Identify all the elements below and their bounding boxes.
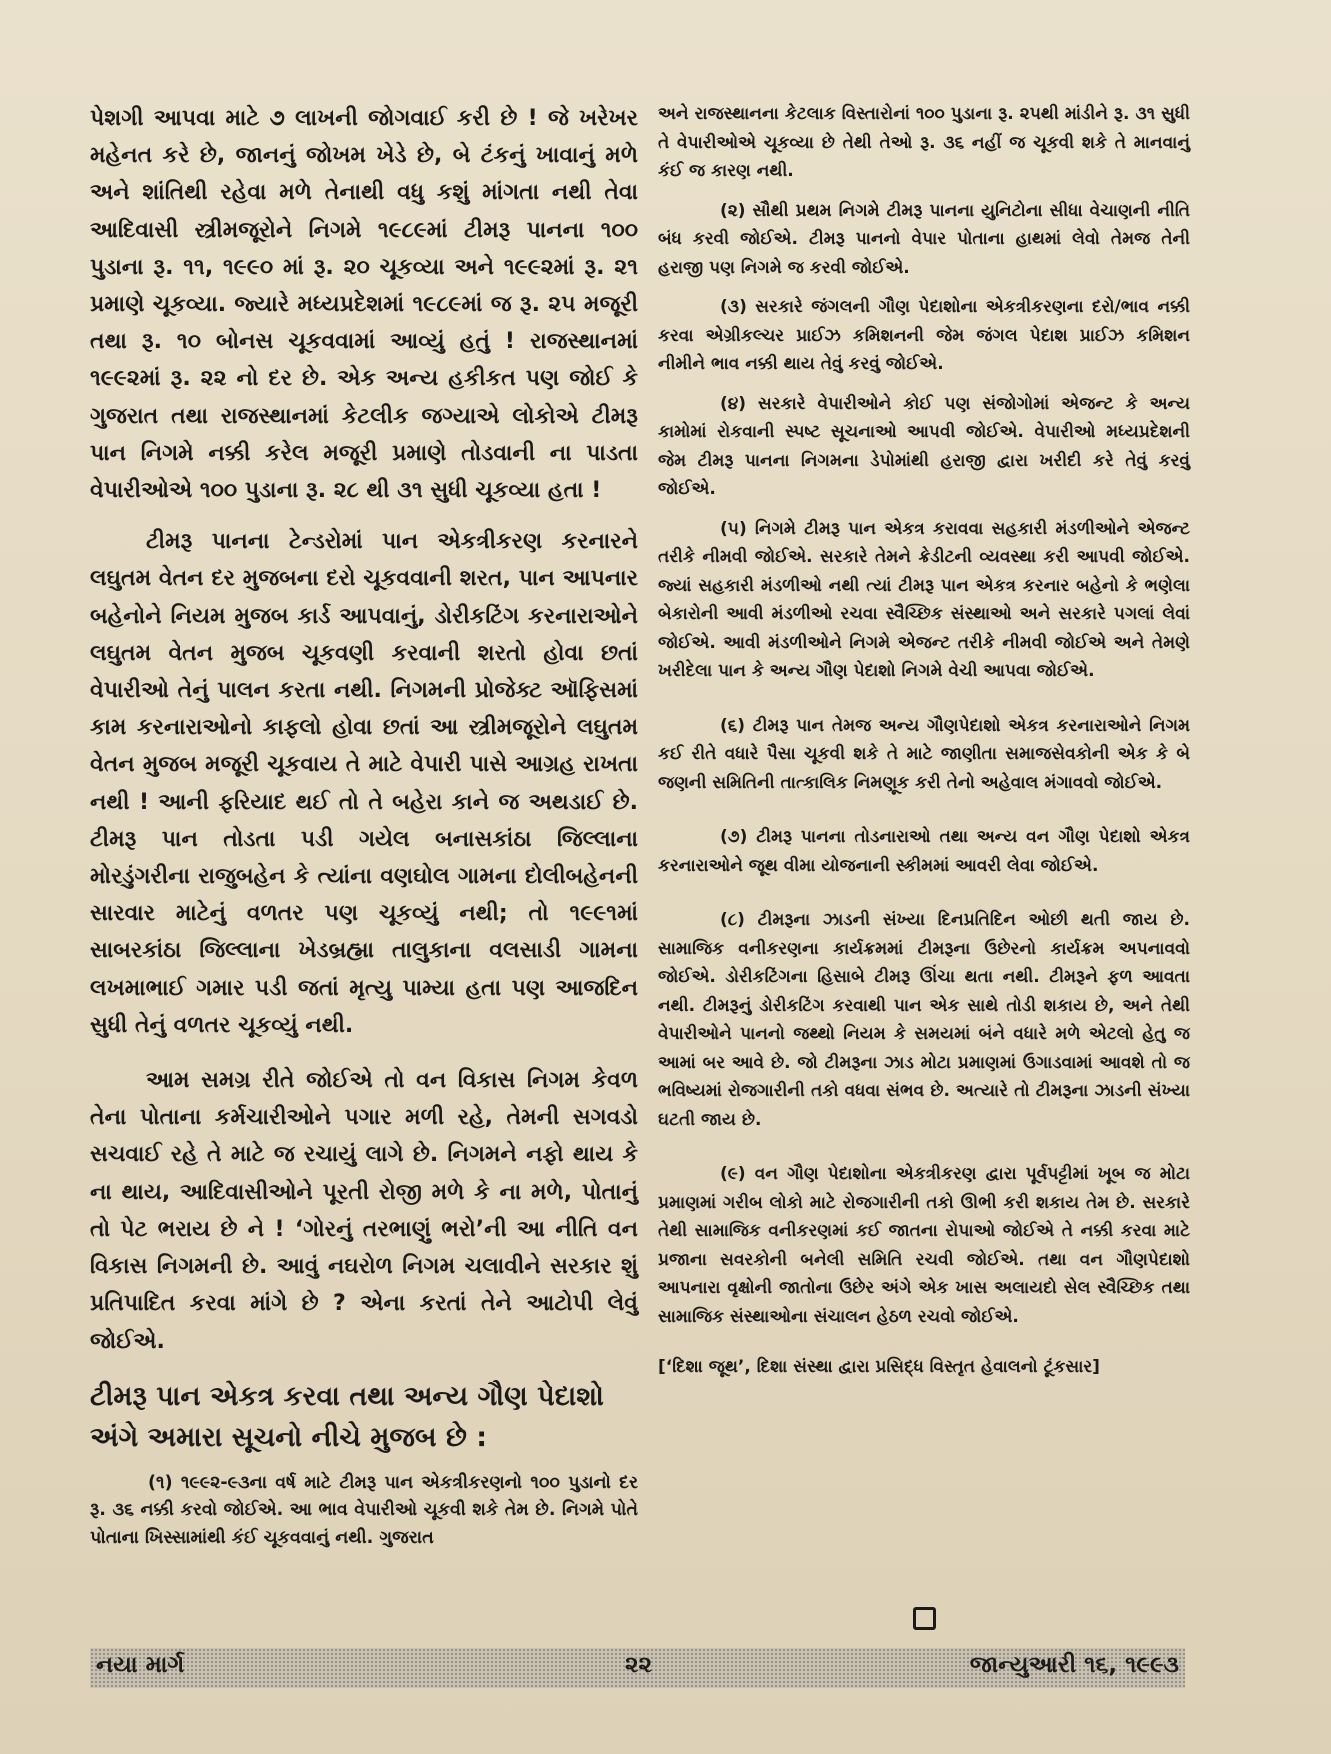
suggestion-6: (૬) ટીમરૂ પાન તેમજ અન્ય ગૌણપેદાશો એકત્ર કરનારાઓને નિગમ કઈ રીતે વધારે પૈસા ચૂકવી શકે તે માટે જાણીતા સમાજસેવકોની એક કે બે જણની સમિતિની તાત્કાલિક નિમણૂક કરી તેનો અહેવાલ મંગાવવો જોઈએ.: [658, 715, 1190, 793]
suggestion-1-continued: અને રાજસ્થાનના કેટલાક વિસ્તારોનાં ૧૦૦ પુડાના રૂ. ૨૫થી માંડીને રૂ. ૩૧ સુધી તે વેપારીઓએ ચૂકવ્યા છે તેથી તેઓ રૂ. ૩૬ નહીં જ ચૂકવી શકે તે માનવાનું કંઈ જ કારણ નથી.: [658, 104, 1190, 181]
right-column: [658, 100, 1190, 1382]
suggestion-4: (૪) સરકારે વેપારીઓને કોઈ પણ સંજોગોમાં એજન્ટ કે અન્ય કામોમાં રોકવાની સ્પષ્ટ સૂચનાઓ આપવી જોઈએ. વેપારીઓ મધ્યપ્રદેશની જેમ ટીમરૂ પાનના નિગમના ડેપોમાંથી હરાજી દ્વારા ખરીદી કરે તેવું કરવું જોઈએ.: [658, 393, 1190, 499]
paragraph-wages: પેશગી આપવા માટે ૭ લાખની જોગવાઈ કરી છે ! જે ખરેખર મહેનત કરે છે, જાનનું જોખમ ખેડે છે, બે ટંકનું ખાવાનું મળે અને શાંતિથી રહેવા મળે તેનાથી વધુ કશું માંગતા નથી તેવા આદિવાસી સ્ત્રીમજૂરોને નિગમે ૧૯૮૯માં ટીમરૂ પાનના ૧૦૦ પુડાના રૂ. ૧૧, ૧૯૯૦ માં રૂ. ૨૦ ચૂકવ્યા અને ૧૯૯૨માં રૂ. ૨૧ પ્રમાણે ચૂકવ્યા. જ્યારે મધ્યપ્રદેશમાં ૧૯૮૯માં જ રૂ. ૨૫ મજૂરી તથા રૂ. ૧૦ બોનસ ચૂકવવામાં આવ્યું હતું ! રાજસ્થાનમાં ૧૯૯૨માં રૂ. ૨૨ નો દર છે. એક અન્ય હકીકત પણ જોઈ કે ગુજરાત તથા રાજસ્થાનમાં કેટલીક જગ્યાએ લોકોએ ટીમરૂ પાન નિગમે નક્કી કરેલ મજૂરી પ્રમાણે તોડવાની ના પાડતા વેપારીઓએ ૧૦૦ પુડાના રૂ. ૨૮ થી ૩૧ સુધી ચૂકવ્યા હતા !: [90, 106, 638, 504]
suggestion-7: (૭) ટીમરૂ પાનના તોડનારાઓ તથા અન્ય વન ગૌણ પેદાશો એકત્ર કરનારાઓને જૂથ વીમા યોજનાની સ્કીમમાં આવરી લેવા જોઈએ.: [658, 827, 1190, 876]
paragraph-tenders: ટીમરૂ પાનના ટેન્ડરોમાં પાન એકત્રીકરણ કરનારને લઘુતમ વેતન દર મુજબના દરો ચૂકવવાની શરત, પાન આપનાર બહેનોને નિયમ મુજબ કાર્ડ આપવાનું, ડોરીકટિંગ કરનારાઓને લઘુતમ વેતન મુજબ ચૂકવણી કરવાની શરતો હોવા છતાં વેપારીઓ તેનું પાલન કરતા નથી. નિગમની પ્રોજેક્ટ ઑફિસમાં કામ કરનારાઓનો કાફલો હોવા છતાં આ સ્ત્રીમજૂરોને લઘુતમ વેતન મુજબ મજૂરી ચૂકવાય તે માટે વેપારી પાસે આગ્રહ રાખતા નથી ! આની ફરિયાદ થઈ તો તે બહેરા કાને જ અથડાઈ છે. ટીમરૂ પાન તોડતા પડી ગયેલ બનાસકાંઠા જિલ્લાના મોરડુંગરીના રાજુબહેન કે ત્યાંના વણઘોલ ગામના દોલીબહેનની સારવાર માટેનું વળતર પણ ચૂકવ્યું નથી; તો ૧૯૯૧માં સાબરકાંઠા જિલ્લાના ખેડબ્રહ્મા તાલુકાના વલસાડી ગામના લખમાભાઈ ગમાર પડી જતાં મૃત્યુ પામ્યા હતા પણ આજદિન સુધી તેનું વળતર ચૂકવ્યું નથી.: [90, 529, 638, 1038]
suggestion-9: (૯) વન ગૌણ પેદાશોના એકત્રીકરણ દ્વારા પૂર્વપટ્ટીમાં ખૂબ જ મોટા પ્રમાણમાં ગરીબ લોકો માટે રોજગારીની તકો ઊભી કરી શકાય તેમ છે. સરકારે તેથી સામાજિક વનીકરણમાં કઈ જાતના રોપાઓ જોઈએ તે નક્કી કરવા માટે પ્રજાના સવરકોની બનેલી સમિતિ રચવી જોઈએ. તથા વન ગૌણપેદાશો આપનારા વૃક્ષોની જાતોના ઉછેર અંગે એક ખાસ અલાયદો સેલ સ્વૈચ્છિક તથા સામાજિક સંસ્થાઓના સંચાલન હેઠળ રચવો જોઈએ.: [658, 1164, 1190, 1327]
suggestion-8: (૮) ટીમરૂના ઝાડની સંખ્યા દિનપ્રતિદિન ઓછી થતી જાય છે. સામાજિક વનીકરણના કાર્યક્રમમાં ટીમરૂના ઉછેરનો કાર્યક્રમ અપનાવવો જોઈએ. ડોરીકટિંગના હિસાબે ટીમરૂ ઊંચા થતા નથી. ટીમરૂને ફળ આવતા નથી. ટીમરૂનું ડોરીકટિંગ કરવાથી પાન એક સાથે તોડી શકાય છે, અને તેથી વેપારીઓને પાનનો જથ્થો નિયમ કે સમયમાં બંને વધારે મળે એટલો હેતુ જ આમાં બર આવે છે. જો ટીમરૂના ઝાડ મોટા પ્રમાણમાં ઉગાડવામાં આવશે તો જ ભવિષ્યમાં રોજગારીની તકો વધવા સંભવ છે. અત્યારે તો ટીમરૂના ઝાડની સંખ્યા ઘટતી જાય છે.: [658, 910, 1190, 1130]
paragraph-conclusion: આમ સમગ્ર રીતે જોઈએ તો વન વિકાસ નિગમ કેવળ તેના પોતાના કર્મચારીઓને પગાર મળી રહે, તેમની સગવડો સચવાઈ રહે તે માટે જ રચાયું લાગે છે. નિગમને નફો થાય કે ના થાય, આદિવાસીઓને પૂરતી રોજી મળે કે ના મળે, પોતાનું તો પેટ ભરાય છે ને ! ‘ગોરનું તરભાણું ભરો’ની આ નીતિ વન વિકાસ નિગમની છે. આવું નઘરોળ નિગમ ચલાવીને સરકાર શું પ્રતિપાદિત કરવા માંગે છે ? એના કરતાં તેને આટોપી લેવું જોઈએ.: [90, 1068, 638, 1354]
left-column: [90, 100, 638, 1552]
issue-date: જાન્યુઆરી ૧૬, ૧૯૯૩: [969, 1652, 1179, 1678]
page-footer: [90, 1648, 1185, 1688]
source-citation: [‘દિશા જૂથ’, દિશા સંસ્થા દ્વારા પ્રસિદ્ધ વિસ્તૃત હેવાલનો ટૂંકસાર]: [658, 1357, 1100, 1377]
suggestion-3: (૩) સરકારે જંગલની ગૌણ પેદાશોના એકત્રીકરણના દરો/ભાવ નક્કી કરવા એગ્રીકલ્ચર પ્રાઈઝ કમિશનની જેમ જંગલ પેદાશ પ્રાઈઝ કમિશન નીમીને ભાવ નક્કી થાય તેવું કરવું જોઈએ.: [658, 297, 1190, 374]
publication-name: નયા માર્ગ: [96, 1652, 185, 1678]
suggestions-heading: ટીમરૂ પાન એકત્ર કરવા તથા અન્ય ગૌણ પેદાશો અંગે અમારા સૂચનો નીચે મુજબ છે :: [90, 1380, 604, 1453]
end-of-article-mark: [913, 1607, 936, 1630]
page-number: ૨૨: [625, 1652, 653, 1678]
suggestion-1: (૧) ૧૯૯૨-૯૩ના વર્ષ માટે ટીમરૂ પાન એકત્રીકરણનો ૧૦૦ પુડાનો દર રૂ. ૩૬ નક્કી કરવો જોઈએ. આ ભાવ વેપારીઓ ચૂકવી શકે તેમ છે. નિગમે પોતે પોતાના ખિસ્સામાંથી કંઈ ચૂકવવાનું નથી. ગુજરાત: [90, 1472, 638, 1548]
suggestion-5: (૫) નિગમે ટીમરૂ પાન એકત્ર કરાવવા સહકારી મંડળીઓને એજન્ટ તરીકે નીમવી જોઈએ. સરકારે તેમને ક્રેડીટની વ્યવસ્થા કરી આપવી જોઈએ. જ્યાં સહકારી મંડળીઓ નથી ત્યાં ટીમરૂ પાન એકત્ર કરનાર બહેનો કે ભણેલા બેકારોની આવી મંડળીઓ રચવા સ્વૈચ્છિક સંસ્થાઓ અને સરકારે પગલાં લેવાં જોઈએ. આવી મંડળીઓને નિગમે એજન્ટ તરીકે નીમવી જોઈએ અને તેમણે ખરીદેલા પાન કે અન્ય ગૌણ પેદાશો નિગમે વેચી આપવા જોઈએ.: [658, 518, 1190, 681]
suggestion-2: (૨) સૌથી પ્રથમ નિગમે ટીમરૂ પાનના યુનિટોના સીધા વેચાણની નીતિ બંધ કરવી જોઈએ. ટીમરૂ પાનનો વેપાર પોતાના હાથમાં લેવો તેમજ તેની હરાજી પણ નિગમે જ કરવી જોઈએ.: [658, 200, 1190, 278]
